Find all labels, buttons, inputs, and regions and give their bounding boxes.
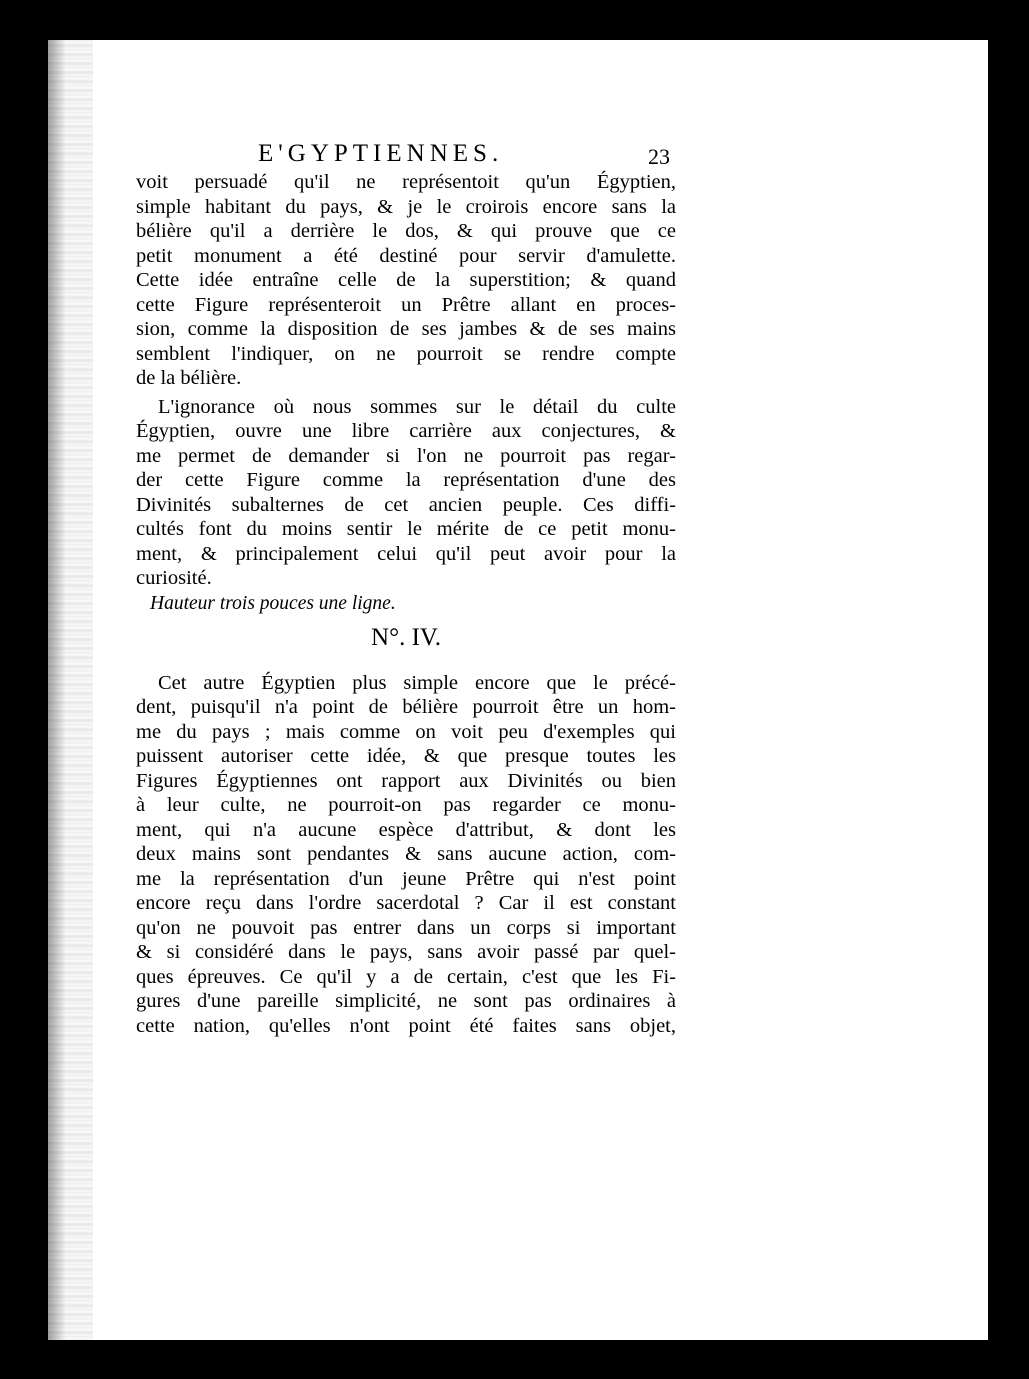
section-heading: N°. IV.: [371, 623, 441, 651]
text-line: Cet autre Égyptien plus simple encore que le précé-: [158, 671, 676, 694]
text-line: Cette idée entraîne celle de la superstition; & quand: [136, 269, 676, 291]
text-line: Égyptien, ouvre une libre carrière aux conjectures, &: [136, 420, 676, 442]
text-line: simple habitant du pays, & je le croirois encore sans la: [136, 195, 676, 218]
text-line: bélière qu'il a derrière le dos, & qui prouve que ce: [136, 220, 676, 242]
text-line: encore reçu dans l'ordre sacerdotal ? Car il est constant: [136, 892, 676, 914]
text-line: me permet de demander si l'on ne pourroit pas regar-: [136, 444, 676, 467]
text-line: Figures Égyptiennes ont rapport aux Divinités ou bien: [136, 769, 676, 792]
text-line: qu'on ne pouvoit pas entrer dans un corps si important: [136, 916, 676, 939]
text-line: ment, & principalement celui qu'il peut avoir pour la: [136, 542, 676, 565]
paragraph-3: [136, 671, 676, 1039]
text-line: puissent autoriser cette idée, & que presque toutes les: [136, 745, 676, 767]
text-line: petit monument a été destiné pour servir d'amulette.: [136, 244, 676, 267]
book-page: [48, 40, 988, 1340]
text-line: me du pays ; mais comme on voit peu d'exemples qui: [136, 720, 676, 743]
text-line: der cette Figure comme la représentation d'une des: [136, 469, 676, 491]
dimension-note: Hauteur trois pouces une ligne.: [150, 592, 396, 614]
text-line: gures d'une pareille simplicité, ne sont pas ordinaires à: [136, 990, 676, 1012]
text-line: voit persuadé qu'il ne représentoit qu'un Égyptien,: [136, 171, 676, 193]
body-text: [136, 170, 676, 1038]
text-line: de la bélière.: [136, 367, 242, 389]
text-line: cultés font du moins sentir le mérite de ce petit monu-: [136, 518, 676, 540]
text-line: cette nation, qu'elles n'ont point été faites sans objet,: [136, 1014, 676, 1037]
text-line: cette Figure représenteroit un Prêtre allant en proces-: [136, 293, 676, 316]
text-line: sion, comme la disposition de ses jambes & de ses mains: [136, 318, 676, 340]
text-line: semblent l'indiquer, on ne pourroit se rendre compte: [136, 342, 676, 365]
text-line: me la représentation d'un jeune Prêtre qui n'est point: [136, 867, 676, 890]
text-line: deux mains sont pendantes & sans aucune action, com-: [136, 843, 676, 865]
text-line: à leur culte, ne pourroit-on pas regarder ce monu-: [136, 794, 676, 816]
paragraph-1: [136, 170, 676, 391]
running-title: E'GYPTIENNES.: [258, 140, 504, 167]
text-line: curiosité.: [136, 567, 212, 589]
page-number: 23: [648, 144, 670, 169]
text-line: ment, qui n'a aucune espèce d'attribut, & dont les: [136, 818, 676, 841]
text-line: Divinités subalternes de cet ancien peuple. Ces diffi-: [136, 493, 676, 516]
text-line: ques épreuves. Ce qu'il y a de certain, c'est que les Fi-: [136, 965, 676, 988]
text-line: dent, puisqu'il n'a point de bélière pourroit être un hom-: [136, 696, 676, 718]
text-line: & si considéré dans le pays, sans avoir passé par quel-: [136, 941, 676, 963]
paragraph-2: [136, 395, 676, 591]
text-line: L'ignorance où nous sommes sur le détail du culte: [158, 395, 676, 418]
